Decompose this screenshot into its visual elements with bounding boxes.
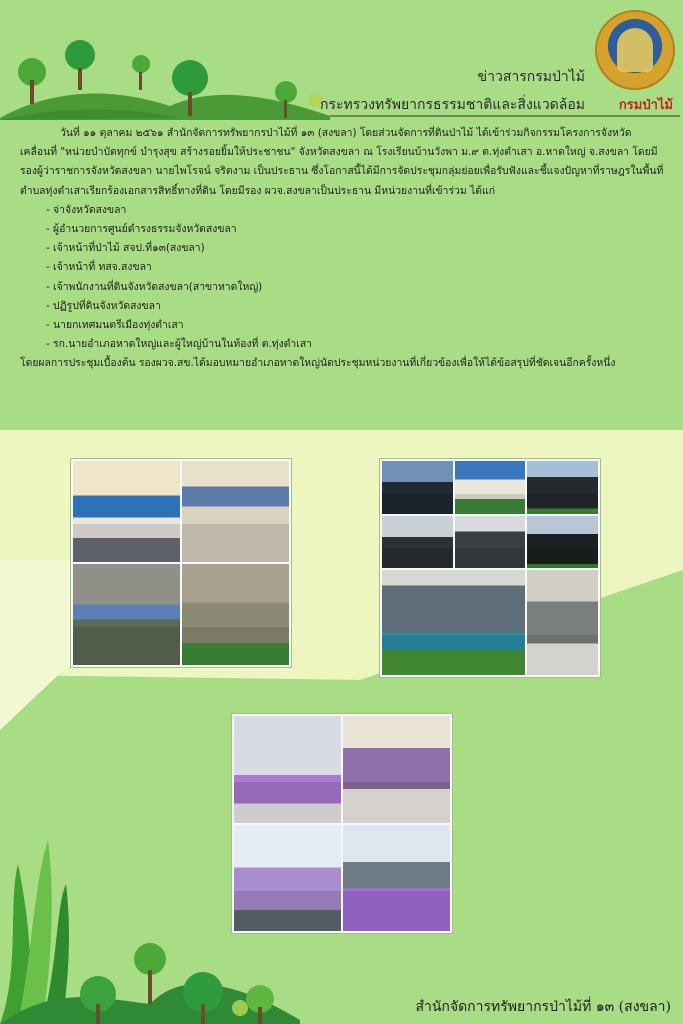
photo-standing-pair bbox=[527, 461, 598, 514]
footer-grass-decoration bbox=[0, 794, 300, 1024]
photo-officials-row bbox=[182, 564, 289, 665]
photo-collage-participants bbox=[380, 459, 600, 677]
header-trees-decoration bbox=[0, 30, 330, 120]
photo-group-left bbox=[382, 516, 453, 569]
header-title-line1: ข่าวสารกรมป่าไม้ bbox=[477, 69, 585, 85]
photo-seated-elderly bbox=[527, 570, 598, 675]
attendee-item: - เจ้าหน้าที่ ทสจ.สงขลา bbox=[46, 261, 152, 274]
attendee-item: - ผู้อำนวยการศูนย์ดำรงธรรมจังหวัดสงขลา bbox=[46, 223, 237, 236]
forest-department-logo bbox=[595, 10, 675, 90]
photo-meeting-table bbox=[343, 716, 450, 823]
article-content bbox=[20, 124, 665, 374]
intro-paragraph: วันที่ ๑๑ ตุลาคม ๒๕๖๑ สำนักจัดการทรัพยากรป่าไม้ที่ ๑๓ (สงขลา) โดยส่วนจัดการที่ดินป่าไม้ ได้เข้าร่วมกิจกรรมโครงการจังหวัดเคลื่อนที่ "หน่วยบำบัดทุกข์ บำรุงสุข สร้างรอยยิ้มให้ประชาชน" จังหวัดสงขลา ณ โรงเรียนบ้านวังพา ม.๙ ต.ทุ่งตำเสา อ.หาดใหญ่ จ.สงขลา โดยมีรองผู้ว่าราชการจังหวัดสงขลา นายไพโรจน์ จริตงาม เป็นประธาน ซึ่งโอกาสนี้ได้มีการจัดประชุมกลุ่มย่อยเพื่อรับฟังและชี้แจงปัญหาที่ราษฎรในพื้นที่ตำบลทุ่งตำเสาเรียกร้องเอกสารสิทธิ์ทางที่ดิน โดยมีรอง ผวจ.สงขลาเป็นประธาน มีหน่วยงานที่เข้าร่วม ได้แก่ bbox=[20, 127, 664, 197]
attendee-item: - จ่าจังหวัดสงขลา bbox=[46, 203, 127, 216]
closing-paragraph: โดยผลการประชุมเบื้องต้น รองผวจ.สข.ได้มอบหมายอำเภอหาดใหญ่นัดประชุมหน่วยงานที่เกี่ยวข้องเพื่อให้ได้ข้อสรุปที่ชัดเจนอีกครั้งหนึ่ง bbox=[20, 357, 616, 370]
attendees-list bbox=[20, 201, 665, 355]
photo-banner bbox=[455, 461, 526, 514]
attendee-item: - นายกเทศมนตรีเมืองทุ่งตำเสา bbox=[46, 319, 184, 332]
photo-seated-crowd bbox=[382, 570, 525, 675]
header-divider bbox=[330, 115, 680, 117]
photo-collage-event bbox=[71, 459, 291, 667]
photo-stage-speaker bbox=[73, 461, 180, 562]
photo-audience-tent bbox=[73, 564, 180, 665]
header-tag-label: กรมป่าไม้ bbox=[618, 98, 673, 113]
photo-meeting-tables bbox=[343, 825, 450, 932]
header-title-line2: กระทรวงทรัพยากรธรรมชาติและสิ่งแวดล้อม bbox=[320, 97, 585, 113]
photo-group-center bbox=[455, 516, 526, 569]
logo-emblem-icon bbox=[617, 28, 653, 72]
attendee-item: - ปฏิรูปที่ดินจังหวัดสงขลา bbox=[46, 299, 161, 312]
footer-office-name: สำนักจัดการทรัพยากรป่าไม้ที่ ๑๓ (สงขลา) bbox=[415, 999, 671, 1015]
photo-officials-standing bbox=[182, 461, 289, 562]
photo-woman-speaker bbox=[382, 461, 453, 514]
attendee-item: - เจ้าพนักงานที่ดินจังหวัดสงขลา(สาขาหาดใหญ่) bbox=[46, 280, 263, 293]
attendee-item: - เจ้าหน้าที่ป่าไม้ สจป.ที่๑๓(สงขลา) bbox=[46, 242, 205, 255]
photo-group-right bbox=[527, 516, 598, 569]
attendee-item: - รก.นายอำเภอหาดใหญ่และผู้ใหญ่บ้านในท้องที่ ต.ทุ่งตำเสา bbox=[46, 338, 312, 351]
